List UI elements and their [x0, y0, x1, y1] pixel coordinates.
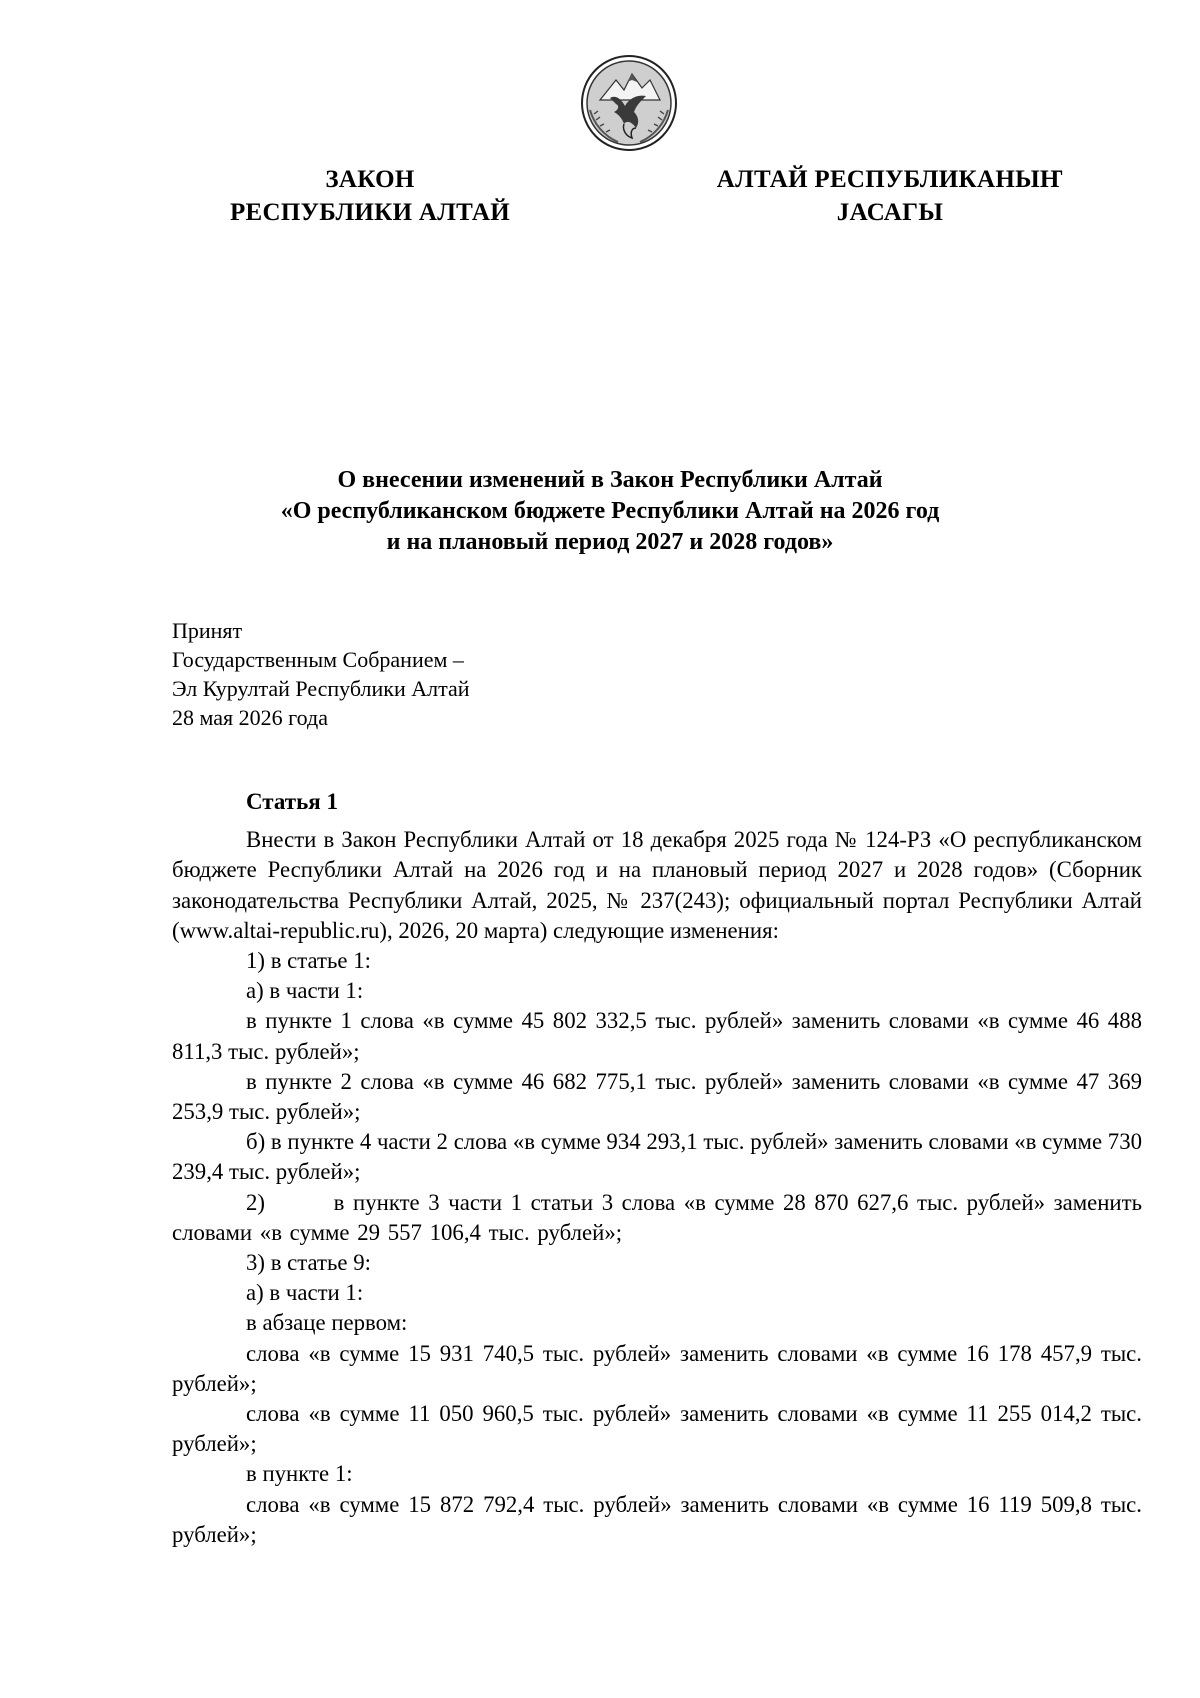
title-line2: «О республиканском бюджете Республики Алтай на 2026 год	[280, 498, 940, 524]
law-title	[170, 465, 1050, 558]
title-line1: О внесении изменений в Закон Республики Алтай	[337, 467, 883, 493]
article-intro: Внести в Закон Республики Алтай от 18 декабря 2025 года № 124-РЗ «О республиканском бюджете Республики Алтай на 2026 год и на плановый период 2027 и 2028 годов» (Сборник законодательства Республики Алтай, 2025, № 237(243); официальный портал Республики Алтай (www.altai-republic.ru), 2026, 20 марта) следующие изменения:	[172, 827, 1142, 943]
article-body	[172, 787, 1142, 1550]
item-3a: а) в части 1:	[246, 1280, 364, 1306]
item-2	[172, 1188, 1142, 1248]
header-left-line2: РЕСПУБЛИКИ АЛТАЙ	[229, 199, 510, 226]
adopted-date: 28 мая 2026 года	[172, 705, 328, 730]
item-2-number: 2)	[246, 1189, 265, 1215]
item-3a-change1: слова «в сумме 15 931 740,5 тыс. рублей» заменить словами «в сумме 16 178 457,9 тыс. рублей»;	[172, 1340, 1142, 1396]
item-3a-para1: в абзаце первом:	[246, 1310, 408, 1336]
law-header-altai	[700, 163, 1080, 229]
item-1a-point2: в пункте 2 слова «в сумме 46 682 775,1 тыс. рублей» заменить словами «в сумме 47 369 253,9 тыс. рублей»;	[172, 1068, 1142, 1125]
item-3: 3) в статье 9:	[246, 1250, 371, 1276]
adopted-line1: Принят	[172, 618, 243, 643]
item-1a-point1: в пункте 1 слова «в сумме 45 802 332,5 тыс. рублей» заменить словами «в сумме 46 488 811,3 тыс. рублей»;	[172, 1008, 1142, 1064]
item-3a-point1: в пункте 1:	[246, 1461, 353, 1487]
item-1: 1) в статье 1:	[246, 948, 371, 974]
law-header-russian	[215, 163, 525, 229]
adopted-line3: Эл Курултай Республики Алтай	[172, 676, 470, 701]
header-right-line1: АЛТАЙ РЕСПУБЛИКАНЫҤ	[716, 166, 1064, 193]
adopted-line2: Государственным Собранием –	[172, 647, 464, 672]
item-2-text: в пункте 3 части 1 статьи 3 слова «в сумме 28 870 627,6 тыс. рублей» заменить словами «в сумме 29 557 106,4 тыс. рублей»;	[172, 1189, 1142, 1245]
header-right-line2: ЈАСАГЫ	[836, 199, 944, 226]
adoption-block	[172, 616, 470, 732]
title-line3: и на плановый период 2027 и 2028 годов»	[386, 529, 834, 555]
coat-of-arms-emblem	[580, 54, 678, 152]
item-3a-change2: слова «в сумме 11 050 960,5 тыс. рублей» заменить словами «в сумме 11 255 014,2 тыс. рублей»;	[172, 1401, 1142, 1457]
item-1b: б) в пункте 4 части 2 слова «в сумме 934 293,1 тыс. рублей» заменить словами «в сумме 730 239,4 тыс. рублей»;	[172, 1129, 1142, 1185]
item-3a-point1-change: слова «в сумме 15 872 792,4 тыс. рублей» заменить словами «в сумме 16 119 509,8 тыс. рублей»;	[172, 1491, 1142, 1547]
item-1a: а) в части 1:	[246, 978, 364, 1004]
header-left-line1: ЗАКОН	[325, 166, 415, 193]
article-heading: Статья 1	[246, 789, 338, 814]
